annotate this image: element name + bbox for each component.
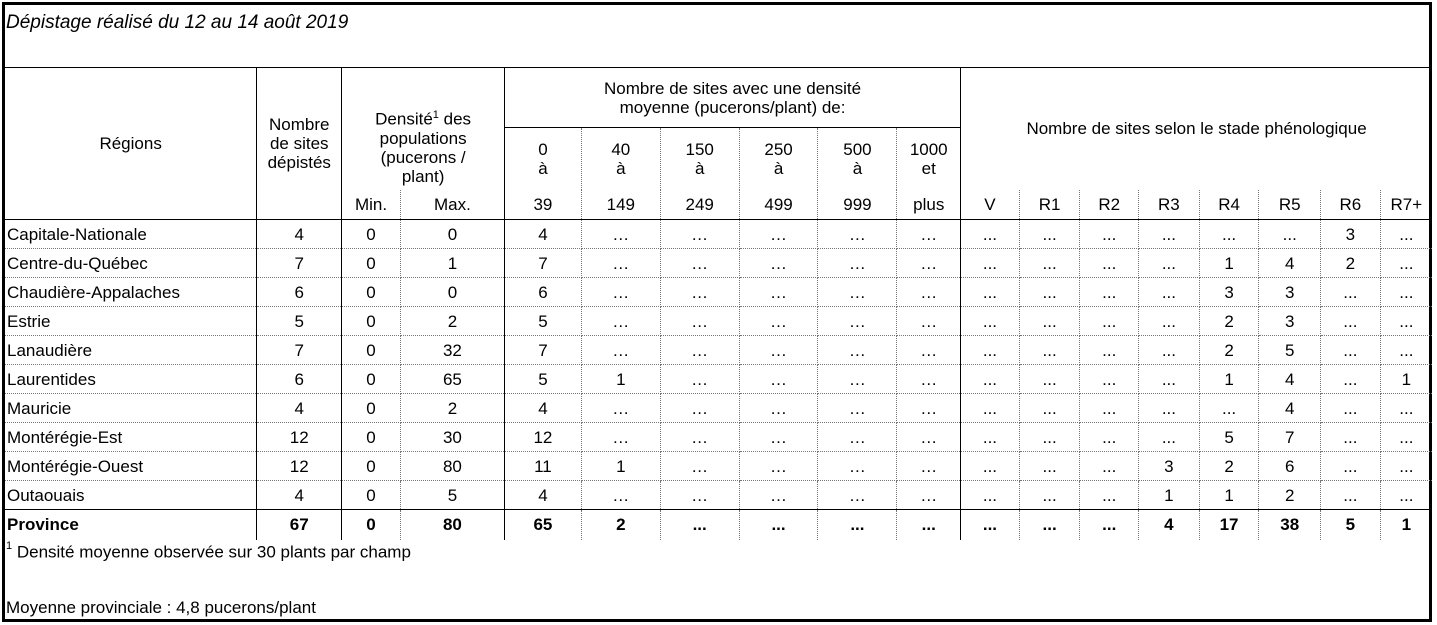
stage-cell: ... — [1080, 307, 1139, 336]
sites-cell: 5 — [257, 307, 342, 336]
stage-cell: ... — [1080, 336, 1139, 365]
stage-cell: ... — [1380, 452, 1432, 481]
stage-cell: 4 — [1259, 394, 1321, 423]
header-stage-r7plus: R7+ — [1380, 190, 1432, 220]
range-cell: 1 — [581, 365, 660, 394]
stage-cell: 38 — [1259, 510, 1321, 540]
stage-cell: ... — [1019, 365, 1080, 394]
range-cell: … — [660, 423, 739, 452]
sites-cell: 4 — [257, 481, 342, 510]
header-stage-title: Nombre de sites selon le stade phénologique — [961, 68, 1432, 190]
stage-cell: 2 — [1321, 249, 1381, 278]
min-cell: 0 — [342, 394, 401, 423]
region-cell: Montérégie-Ouest — [5, 452, 257, 481]
max-cell: 80 — [400, 452, 504, 481]
range-cell: … — [739, 307, 818, 336]
range-cell: … — [739, 394, 818, 423]
range-cell: 12 — [505, 423, 582, 452]
stage-cell: ... — [1080, 481, 1139, 510]
range-cell: … — [818, 220, 897, 249]
header-max: Max. — [400, 190, 504, 220]
region-cell: Province — [5, 510, 257, 540]
range-cell: … — [897, 307, 961, 336]
stage-cell: 1 — [1199, 249, 1259, 278]
min-cell: 0 — [342, 249, 401, 278]
min-cell: 0 — [342, 365, 401, 394]
range-cell: 7 — [505, 336, 582, 365]
header-range-3: 250 à — [739, 128, 818, 190]
min-cell: 0 — [342, 307, 401, 336]
stage-cell: 5 — [1199, 423, 1259, 452]
range-cell: … — [660, 452, 739, 481]
sites-cell: 67 — [257, 510, 342, 540]
range-cell: … — [581, 249, 660, 278]
max-cell: 65 — [400, 365, 504, 394]
stage-cell: 1 — [1199, 365, 1259, 394]
range-cell: 2 — [581, 510, 660, 540]
table-row — [5, 249, 1432, 278]
range-cell: … — [581, 220, 660, 249]
header-stage-r6: R6 — [1321, 190, 1381, 220]
range-cell: … — [660, 249, 739, 278]
range-cell: 7 — [505, 249, 582, 278]
range-cell: … — [581, 481, 660, 510]
table-row — [5, 307, 1432, 336]
stage-cell: 3 — [1259, 307, 1321, 336]
stage-cell: 7 — [1259, 423, 1321, 452]
stage-cell: ... — [1080, 510, 1139, 540]
stage-cell: ... — [1139, 336, 1200, 365]
range-cell: 4 — [505, 481, 582, 510]
min-cell: 0 — [342, 278, 401, 307]
stage-cell: ... — [1199, 220, 1259, 249]
stage-cell: ... — [1380, 423, 1432, 452]
range-cell: … — [660, 307, 739, 336]
stage-cell: 5 — [1321, 510, 1381, 540]
max-cell: 30 — [400, 423, 504, 452]
stage-cell: ... — [1321, 394, 1381, 423]
stage-cell: ... — [1080, 278, 1139, 307]
header-range-1-end: 149 — [581, 190, 660, 220]
range-cell: … — [818, 249, 897, 278]
stage-cell: ... — [1080, 394, 1139, 423]
region-cell: Chaudière-Appalaches — [5, 278, 257, 307]
range-cell: … — [897, 394, 961, 423]
sites-cell: 12 — [257, 452, 342, 481]
stage-cell: ... — [1019, 278, 1080, 307]
range-cell: ... — [739, 510, 818, 540]
range-cell: … — [818, 336, 897, 365]
table-row — [5, 394, 1432, 423]
header-range-0: 0 à — [505, 128, 582, 190]
stage-cell: 3 — [1199, 278, 1259, 307]
stage-cell: 3 — [1139, 452, 1200, 481]
stage-cell: ... — [1139, 307, 1200, 336]
table-row — [5, 423, 1432, 452]
range-cell: … — [660, 278, 739, 307]
table-row — [5, 220, 1432, 249]
provincial-average: Moyenne provinciale : 4,8 pucerons/plant — [6, 598, 316, 617]
header-sites: Nombre de sites dépistés — [257, 68, 342, 220]
range-cell: … — [897, 249, 961, 278]
min-cell: 0 — [342, 510, 401, 540]
sites-cell: 4 — [257, 220, 342, 249]
sites-cell: 6 — [257, 365, 342, 394]
range-cell: … — [818, 307, 897, 336]
range-cell: ... — [818, 510, 897, 540]
range-cell: … — [818, 452, 897, 481]
table-row — [5, 481, 1432, 510]
range-cell: … — [897, 278, 961, 307]
range-cell: … — [660, 336, 739, 365]
header-range-3-end: 499 — [739, 190, 818, 220]
stage-cell: ... — [1080, 249, 1139, 278]
max-cell: 2 — [400, 394, 504, 423]
stage-cell: ... — [1259, 220, 1321, 249]
header-stage-r3: R3 — [1139, 190, 1200, 220]
range-cell: … — [739, 220, 818, 249]
range-cell: 5 — [505, 365, 582, 394]
max-cell: 2 — [400, 307, 504, 336]
stage-cell: ... — [1321, 481, 1381, 510]
stage-cell: 3 — [1321, 220, 1381, 249]
stage-cell: ... — [961, 481, 1020, 510]
stage-cell: ... — [1080, 423, 1139, 452]
header-range-5: 1000 et — [897, 128, 961, 190]
stage-cell: ... — [1380, 249, 1432, 278]
max-cell: 80 — [400, 510, 504, 540]
region-cell: Centre-du-Québec — [5, 249, 257, 278]
stage-cell: ... — [961, 394, 1020, 423]
range-cell: … — [660, 365, 739, 394]
header-range-4: 500 à — [818, 128, 897, 190]
range-cell: … — [660, 394, 739, 423]
stage-cell: ... — [961, 249, 1020, 278]
sites-cell: 6 — [257, 278, 342, 307]
stage-cell: ... — [1019, 510, 1080, 540]
stage-cell: ... — [1321, 423, 1381, 452]
stage-cell: ... — [961, 365, 1020, 394]
table-body — [5, 220, 1432, 540]
header-stage-r1: R1 — [1019, 190, 1080, 220]
range-cell: … — [581, 307, 660, 336]
range-cell: 4 — [505, 394, 582, 423]
header-stage-v: V — [961, 190, 1020, 220]
stage-cell: ... — [961, 278, 1020, 307]
max-cell: 32 — [400, 336, 504, 365]
stage-cell: 1 — [1199, 481, 1259, 510]
stage-cell: 1 — [1380, 510, 1432, 540]
range-cell: 1 — [581, 452, 660, 481]
header-range-2-end: 249 — [660, 190, 739, 220]
stage-cell: ... — [1139, 220, 1200, 249]
min-cell: 0 — [342, 220, 401, 249]
stage-cell: ... — [1380, 307, 1432, 336]
range-cell: … — [739, 336, 818, 365]
stage-cell: ... — [1380, 220, 1432, 249]
header-range-title: Nombre de sites avec une densité moyenne (pucerons/plant) de: — [505, 68, 961, 128]
stage-cell: ... — [1139, 365, 1200, 394]
max-cell: 5 — [400, 481, 504, 510]
table-row — [5, 336, 1432, 365]
stage-cell: ... — [1019, 481, 1080, 510]
stage-cell: ... — [1139, 394, 1200, 423]
range-cell: … — [897, 481, 961, 510]
stage-cell: ... — [1080, 452, 1139, 481]
region-cell: Capitale-Nationale — [5, 220, 257, 249]
range-cell: … — [818, 423, 897, 452]
region-cell: Lanaudière — [5, 336, 257, 365]
stage-cell: ... — [1019, 336, 1080, 365]
stage-cell: ... — [1019, 249, 1080, 278]
range-cell: … — [897, 365, 961, 394]
stage-cell: ... — [1019, 394, 1080, 423]
max-cell: 0 — [400, 278, 504, 307]
range-cell: … — [581, 336, 660, 365]
range-cell: … — [818, 365, 897, 394]
stage-cell: ... — [1139, 278, 1200, 307]
stage-cell: 4 — [1259, 365, 1321, 394]
stage-cell: ... — [1139, 423, 1200, 452]
range-cell: … — [739, 481, 818, 510]
range-cell: … — [897, 220, 961, 249]
stage-cell: 4 — [1139, 510, 1200, 540]
stage-cell: ... — [1139, 249, 1200, 278]
total-row — [5, 510, 1432, 540]
sites-cell: 4 — [257, 394, 342, 423]
stage-cell: ... — [1321, 278, 1381, 307]
range-cell: … — [739, 423, 818, 452]
header-range-4-end: 999 — [818, 190, 897, 220]
range-cell: … — [660, 481, 739, 510]
header-density: Densité$^1$ des populations (pucerons / plant) — [342, 68, 505, 190]
region-cell: Montérégie-Est — [5, 423, 257, 452]
range-cell: … — [739, 278, 818, 307]
range-cell: 6 — [505, 278, 582, 307]
header-stage-r5: R5 — [1259, 190, 1321, 220]
min-cell: 0 — [342, 452, 401, 481]
stage-cell: ... — [1019, 452, 1080, 481]
table-row — [5, 452, 1432, 481]
stage-cell: 1 — [1139, 481, 1200, 510]
region-cell: Mauricie — [5, 394, 257, 423]
max-cell: 0 — [400, 220, 504, 249]
header-range-2: 150 à — [660, 128, 739, 190]
stage-cell: ... — [1380, 336, 1432, 365]
range-cell: ... — [660, 510, 739, 540]
range-cell: … — [739, 452, 818, 481]
header-range-0-end: 39 — [505, 190, 582, 220]
region-cell: Laurentides — [5, 365, 257, 394]
header-range-5-end: plus — [897, 190, 961, 220]
stage-cell: 17 — [1199, 510, 1259, 540]
stage-cell: ... — [1380, 278, 1432, 307]
stage-cell: 3 — [1259, 278, 1321, 307]
sites-cell: 7 — [257, 249, 342, 278]
range-cell: … — [818, 481, 897, 510]
range-cell: 65 — [505, 510, 582, 540]
range-cell: … — [581, 278, 660, 307]
range-cell: 5 — [505, 307, 582, 336]
header-min: Min. — [342, 190, 401, 220]
stage-cell: ... — [961, 423, 1020, 452]
range-cell: … — [897, 336, 961, 365]
footnote: $^1$ Densité moyenne observée sur 30 plants par champ — [6, 540, 411, 562]
stage-cell: ... — [961, 510, 1020, 540]
stage-cell: ... — [1080, 365, 1139, 394]
header-range-1: 40 à — [581, 128, 660, 190]
header-stage-r4: R4 — [1199, 190, 1259, 220]
stage-cell: 2 — [1199, 336, 1259, 365]
stage-cell: ... — [1080, 220, 1139, 249]
header-stage-r2: R2 — [1080, 190, 1139, 220]
header-regions: Régions — [5, 68, 257, 220]
stage-cell: ... — [1321, 307, 1381, 336]
range-cell: … — [581, 394, 660, 423]
min-cell: 0 — [342, 423, 401, 452]
sites-cell: 12 — [257, 423, 342, 452]
stage-cell: ... — [961, 336, 1020, 365]
table-row — [5, 365, 1432, 394]
table-title: Dépistage réalisé du 12 au 14 août 2019 — [6, 12, 349, 33]
aphid-density-table — [5, 67, 1432, 540]
stage-cell: 5 — [1259, 336, 1321, 365]
table-row — [5, 278, 1432, 307]
stage-cell: 2 — [1259, 481, 1321, 510]
stage-cell: 1 — [1380, 365, 1432, 394]
stage-cell: ... — [1019, 220, 1080, 249]
min-cell: 0 — [342, 481, 401, 510]
stage-cell: 2 — [1199, 307, 1259, 336]
stage-cell: 4 — [1259, 249, 1321, 278]
stage-cell: ... — [961, 452, 1020, 481]
range-cell: … — [581, 423, 660, 452]
range-cell: … — [660, 220, 739, 249]
min-cell: 0 — [342, 336, 401, 365]
range-cell: … — [739, 249, 818, 278]
stage-cell: ... — [1019, 423, 1080, 452]
stage-cell: 2 — [1199, 452, 1259, 481]
range-cell: 4 — [505, 220, 582, 249]
range-cell: 11 — [505, 452, 582, 481]
stage-cell: ... — [1019, 307, 1080, 336]
region-cell: Estrie — [5, 307, 257, 336]
stage-cell: 6 — [1259, 452, 1321, 481]
stage-cell: ... — [1321, 452, 1381, 481]
max-cell: 1 — [400, 249, 504, 278]
stage-cell: ... — [1321, 336, 1381, 365]
stage-cell: ... — [1380, 394, 1432, 423]
stage-cell: ... — [1199, 394, 1259, 423]
range-cell: … — [818, 394, 897, 423]
sites-cell: 7 — [257, 336, 342, 365]
range-cell: … — [897, 423, 961, 452]
range-cell: … — [739, 365, 818, 394]
range-cell: ... — [897, 510, 961, 540]
range-cell: … — [818, 278, 897, 307]
range-cell: … — [897, 452, 961, 481]
stage-cell: ... — [1399, 485, 1414, 505]
stage-cell: ... — [961, 220, 1020, 249]
stage-cell: ... — [961, 307, 1020, 336]
stage-cell: ... — [1321, 365, 1381, 394]
region-cell: Outaouais — [5, 481, 257, 510]
